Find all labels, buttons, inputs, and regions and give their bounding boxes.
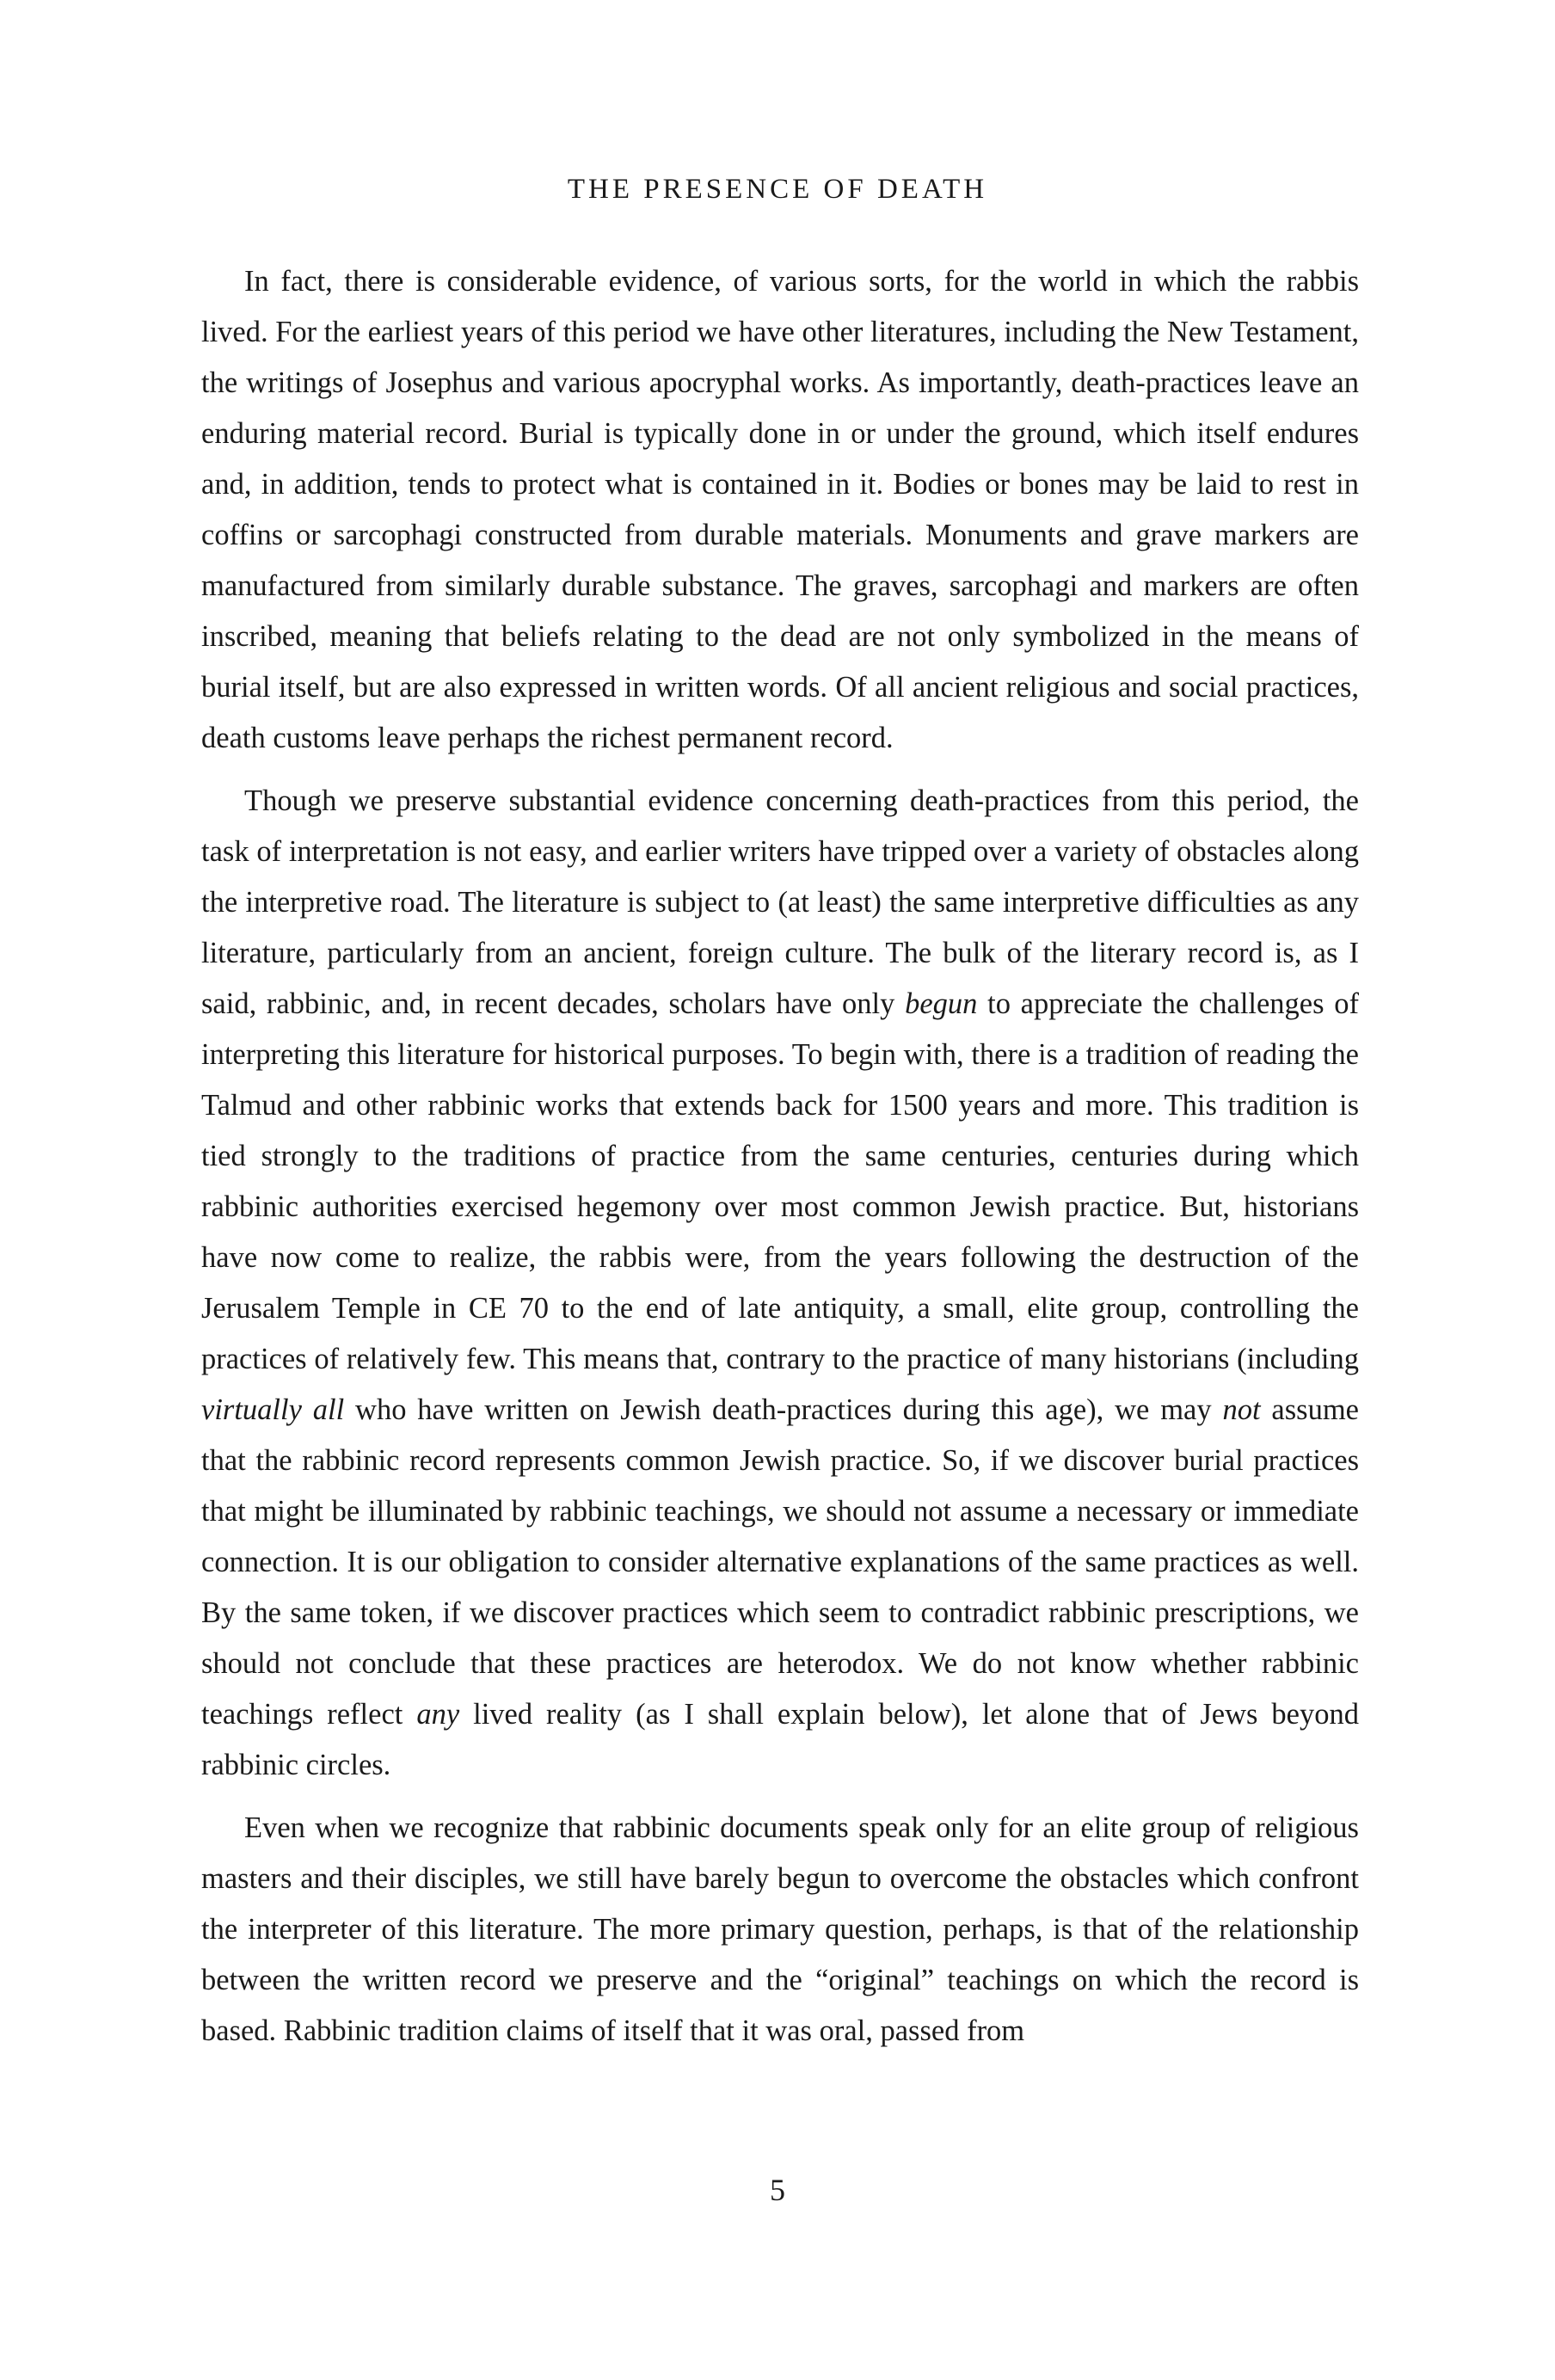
paragraph-text: Even when we recognize that rabbinic documents speak only for an elite group of religious masters and their disciples, we still have barely begun to overcome the obstacles which confront the interpreter of this literature. The more primary question, perhaps, is that of the relationship between the written record we preserve and the “original” teachings on which the record is based. Rabbinic tradition claims of itself that it was oral, passed from [201,1811,1359,2047]
paragraph-1 [201,256,1359,764]
paragraph-text: lived reality (as I shall explain below), let alone that of Jews beyond rabbinic circles. [201,1698,1359,1781]
body-text [201,256,1359,2069]
page-number: 5 [770,2173,785,2207]
running-head: THE PRESENCE OF DEATH [567,174,988,205]
paragraph-3 [201,1803,1359,2057]
paragraph-text: assume that the rabbinic record represents common Jewish practice. So, if we discover burial practices that might be illuminated by rabbinic teachings, we should not assume a necessary or immediate connection. It is our obligation to consider alternative explanations of the same practices as well. By the same token, if we discover practices which seem to contradict rabbinic prescriptions, we should not conclude that these practices are heterodox. We do not know whether rabbinic teachings reflect [201,1393,1359,1731]
paragraph-2 [201,776,1359,1791]
paragraph-text: to appreciate the challenges of interpreting this literature for historical purposes. To begin with, there is a tradition of reading the Talmud and other rabbinic works that extends back for 1500 years and more. This tradition is tied strongly to the traditions of practice from the same centuries, centuries during which rabbinic authorities exercised hegemony over most common Jewish practice. But, historians have now come to realize, the rabbis were, from the years following the destruction of the Jerusalem Temple in CE 70 to the end of late antiquity, a small, elite group, controlling the practices of relatively few. This means that, contrary to the practice of many historians (including [201,987,1359,1375]
emphasis-text: not [1222,1393,1261,1426]
emphasis-text: begun [905,987,978,1020]
emphasis-text: virtually all [201,1393,345,1426]
paragraph-text: In fact, there is considerable evidence, of various sorts, for the world in which the rabbis lived. For the earliest years of this period we have other literatures, including the New Testament, the writings of Josephus and various apocryphal works. As importantly, death-practices leave an enduring material record. Burial is typically done in or under the ground, which itself endures and, in addition, tends to protect what is contained in it. Bodies or bones may be laid to rest in coffins or sarcophagi constructed from durable materials. Monuments and grave markers are manufactured from similarly durable substance. The graves, sarcophagi and markers are often inscribed, meaning that beliefs relating to the dead are not only symbolized in the means of burial itself, but are also expressed in written words. Of all ancient religious and social practices, death customs leave perhaps the richest permanent record. [201,265,1359,754]
paragraph-text: who have written on Jewish death-practices during this age), we may [344,1393,1223,1426]
emphasis-text: any [416,1698,460,1731]
paragraph-text: Though we preserve substantial evidence concerning death-practices from this period, the task of interpretation is not easy, and earlier writers have tripped over a variety of obstacles along the interpretive road. The literature is subject to (at least) the same interpretive difficulties as any literature, particularly from an ancient, foreign culture. The bulk of the literary record is, as I said, rabbinic, and, in recent decades, scholars have only [201,784,1359,1020]
